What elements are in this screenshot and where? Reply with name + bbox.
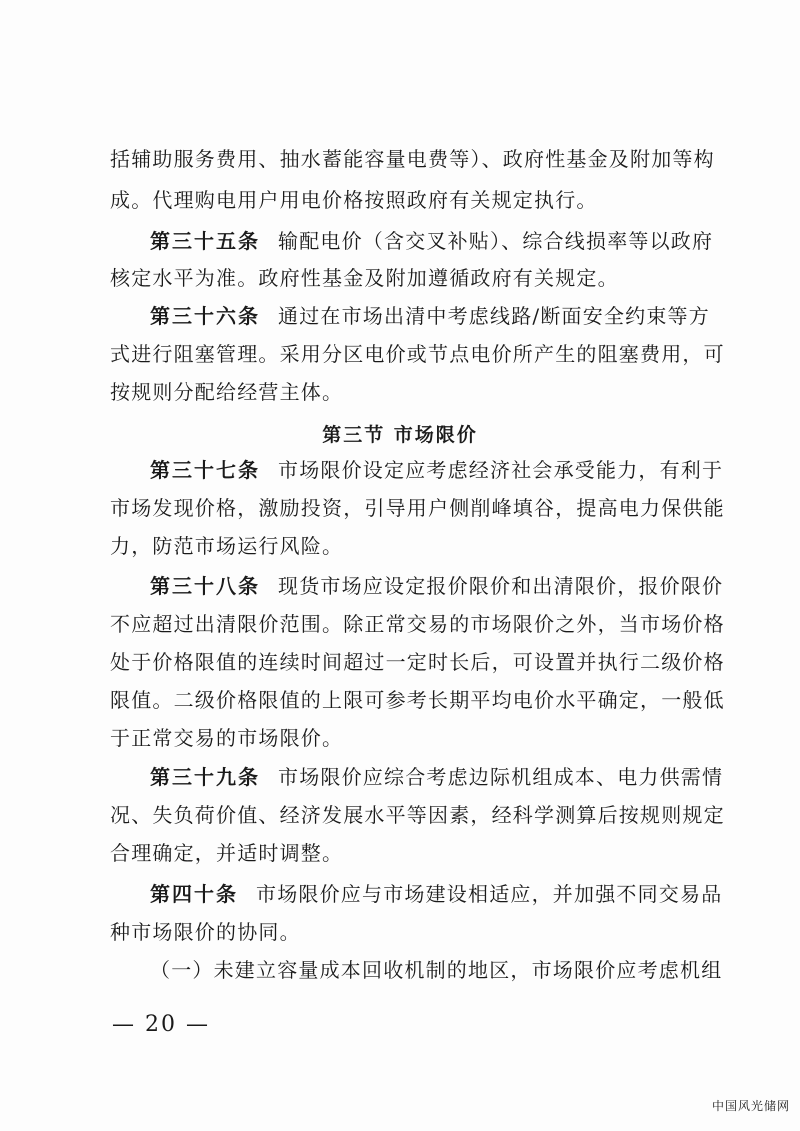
text-span: 输配电价（含交叉补贴）、综合线损率等以政府	[278, 229, 714, 253]
article-39-line	[150, 763, 724, 791]
text-span: 现货市场应设定报价限价和出清限价，报价限价	[278, 574, 724, 598]
article-heading: 第三十六条	[150, 304, 260, 328]
page-number: — 20 —	[112, 1012, 210, 1037]
text-span: 通过在市场出清中考虑线路/断面安全约束等方	[278, 304, 710, 328]
article-heading: 第三十九条	[150, 765, 260, 789]
article-heading: 第三十五条	[150, 229, 260, 253]
article-36-line	[150, 302, 710, 330]
text-line: 况、失负荷价值、经济发展水平等因素，经科学测算后按规则规定	[110, 803, 725, 827]
text-line: 括辅助服务费用、抽水蓄能容量电费等）、政府性基金及附加等构	[110, 147, 715, 171]
text-line: 按规则分配给经营主体。	[110, 380, 344, 404]
text-line: 市场发现价格，激励投资，引导用户侧削峰填谷，提高电力保供能	[110, 496, 725, 520]
text-line: 式进行阻塞管理。采用分区电价或节点电价所产生的阻塞费用，可	[110, 342, 725, 366]
text-line: 限值。二级价格限值的上限可参考长期平均电价水平确定，一般低	[110, 688, 725, 712]
article-heading: 第三十七条	[150, 458, 260, 482]
article-35-line	[150, 227, 714, 255]
text-line: 不应超过出清限价范围。除正常交易的市场限价之外，当市场价格	[110, 612, 725, 636]
text-line: 处于价格限值的连续时间超过一定时长后，可设置并执行二级价格	[110, 650, 725, 674]
text-line: 种市场限价的协同。	[110, 920, 301, 944]
text-line: 合理确定，并适时调整。	[110, 841, 344, 865]
section-title: 第三节 市场限价	[322, 424, 478, 446]
text-span: 市场限价应与市场建设相适应，并加强不同交易品	[256, 882, 723, 906]
article-38-line	[150, 572, 724, 600]
article-40-line	[150, 880, 723, 908]
watermark-text: 中国风光储网	[711, 1099, 790, 1113]
text-span: 市场限价应综合考虑边际机组成本、电力供需情	[278, 765, 724, 789]
article-heading: 第三十八条	[150, 574, 260, 598]
article-37-line	[150, 456, 724, 484]
text-line: （一）未建立容量成本回收机制的地区，市场限价应考虑机组	[150, 958, 723, 982]
article-heading: 第四十条	[150, 882, 238, 906]
text-line: 力，防范市场运行风险。	[110, 534, 344, 558]
text-line: 于正常交易的市场限价。	[110, 726, 344, 750]
text-line: 成。代理购电用户用电价格按照政府有关规定执行。	[110, 188, 598, 212]
text-line: 核定水平为准。政府性基金及附加遵循政府有关规定。	[110, 266, 619, 290]
text-span: 市场限价设定应考虑经济社会承受能力，有利于	[278, 458, 724, 482]
